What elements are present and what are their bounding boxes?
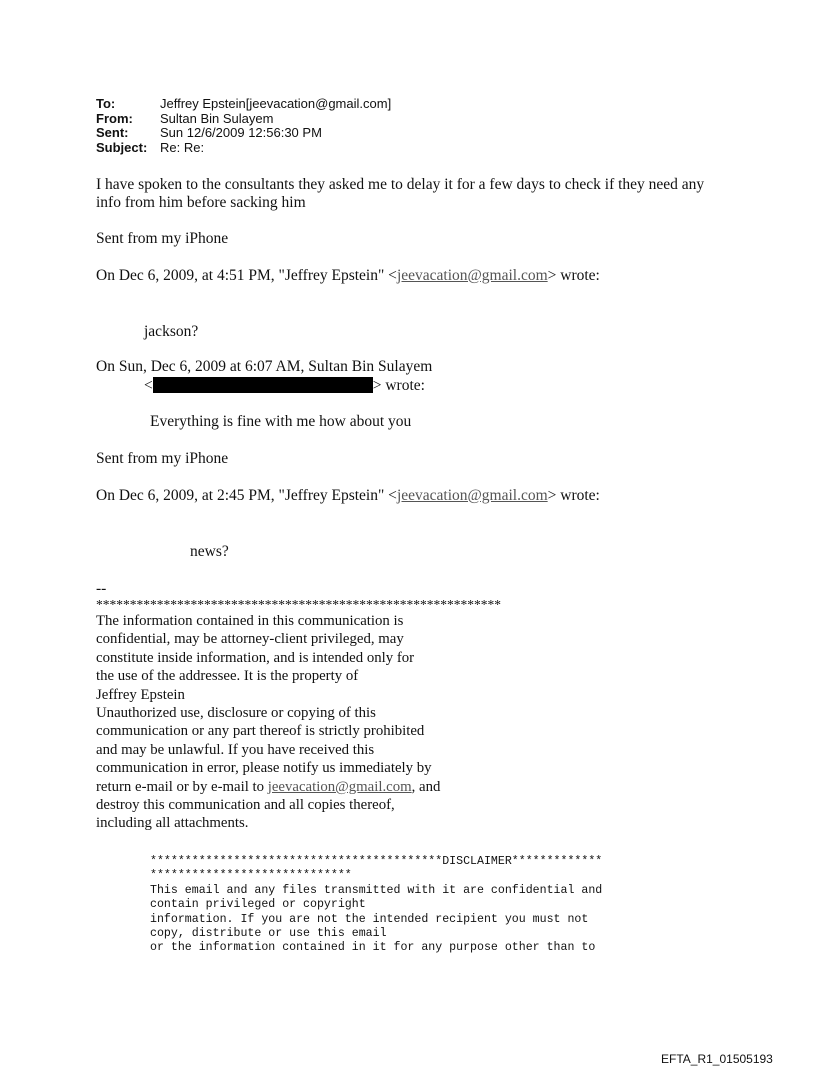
subject-row (96, 141, 391, 156)
disclaimer-line: copy, distribute or use this email (150, 927, 387, 941)
to-label: To: (96, 96, 116, 111)
notice-line: Unauthorized use, disclosure or copying of this (96, 705, 376, 722)
sent-value: Sun 12/6/2009 12:56:30 PM (160, 125, 322, 141)
to-value: Jeffrey Epstein[jeevacation@gmail.com] (160, 96, 392, 111)
news-text: news? (190, 543, 229, 560)
body-line-2: info from him before sacking him (96, 194, 306, 211)
notice-line-prefix: return e-mail or by e-mail to (96, 778, 268, 795)
signature-dashes: -- (96, 580, 107, 597)
document-id: EFTA_R1_01505193 (661, 1052, 773, 1066)
disclaimer-line: ***************************** (150, 869, 352, 883)
notice-line: including all attachments. (96, 815, 249, 832)
quote-header-1 (96, 267, 600, 285)
to-row (96, 97, 391, 112)
disclaimer-line: contain privileged or copyright (150, 898, 366, 912)
quote-header-2-lt: < (144, 377, 153, 394)
from-row (96, 112, 391, 127)
notice-line: and may be unlawful. If you have received this (96, 741, 375, 758)
disclaimer-line: or the information contained in it for any purpose other than to (150, 941, 596, 955)
from-value: Sultan Bin Sulayem (160, 110, 274, 126)
quote-header-3 (96, 487, 600, 505)
notice-line-with-link (96, 778, 440, 796)
sent-from-iphone-2: Sent from my iPhone (96, 450, 229, 467)
quote-header-1-prefix: On Dec 6, 2009, at 4:51 PM, "Jeffrey Epstein" < (96, 267, 397, 284)
notice-line: constitute inside information, and is intended only for (96, 649, 415, 666)
notice-line-suffix: , and (411, 778, 441, 795)
disclaimer-line: information. If you are not the intended recipient you must not (150, 912, 589, 926)
quote-header-3-prefix: On Dec 6, 2009, at 2:45 PM, "Jeffrey Epstein" < (96, 487, 397, 504)
notice-line: confidential, may be attorney-client privileged, may (96, 631, 404, 648)
everything-fine-text: Everything is fine with me how about you (150, 413, 412, 430)
notice-line: destroy this communication and all copies thereof, (96, 797, 395, 814)
notice-line: communication in error, please notify us immediately by (96, 760, 432, 777)
quote-header-2-line-2 (144, 377, 425, 395)
quote-header-1-suffix: > wrote: (547, 267, 600, 284)
sent-row (96, 126, 391, 141)
quote-header-3-suffix: > wrote: (547, 487, 600, 504)
signature-stars: ************************************************************ (96, 597, 501, 612)
quote-header-1-email-link[interactable]: jeevacation@gmail.com (396, 267, 548, 284)
quote-header-2-suffix: > wrote: (372, 377, 425, 394)
redaction-bar (153, 377, 373, 393)
notice-line: The information contained in this communication is (96, 613, 404, 629)
subject-label: Subject: (96, 139, 148, 155)
notice-line: the use of the addressee. It is the property of (96, 668, 359, 685)
disclaimer-block (150, 855, 602, 956)
confidentiality-notice (96, 612, 440, 833)
from-label: From: (96, 110, 133, 126)
disclaimer-line: This email and any files transmitted with it are confidential and (150, 883, 603, 897)
quote-header-3-email-link[interactable]: jeevacation@gmail.com (396, 487, 548, 504)
jackson-text: jackson? (144, 323, 199, 340)
notice-email-link[interactable]: jeevacation@gmail.com (267, 778, 412, 795)
disclaimer-line: ******************************************DISCLAIMER************* (150, 855, 603, 868)
quote-header-2: On Sun, Dec 6, 2009 at 6:07 AM, Sultan Bin Sulayem (96, 358, 433, 375)
subject-value: Re: Re: (160, 139, 205, 155)
notice-line: Jeffrey Epstein (96, 686, 185, 703)
notice-line: communication or any part thereof is strictly prohibited (96, 723, 425, 740)
sent-label: Sent: (96, 125, 129, 141)
body-line-1: I have spoken to the consultants they asked me to delay it for a few days to check if they need any (96, 176, 705, 193)
sent-from-iphone-1: Sent from my iPhone (96, 230, 229, 247)
email-header (96, 97, 391, 155)
